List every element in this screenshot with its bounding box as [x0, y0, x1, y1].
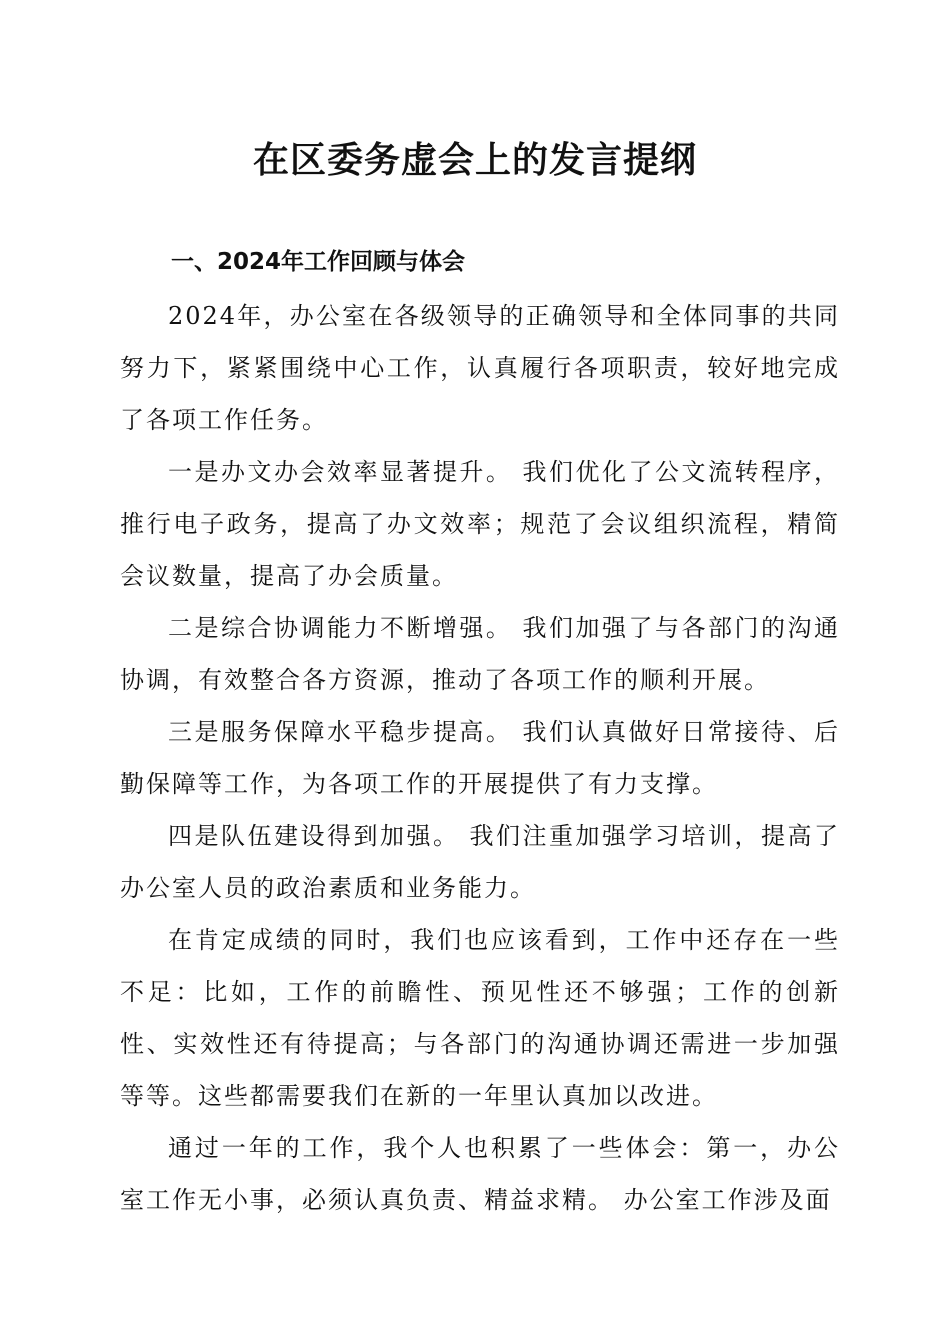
- paragraph-point-3: 三是服务保障水平稳步提高。 我们认真做好日常接待、后勤保障等工作，为各项工作的开展提供了有力支撑。: [120, 718, 840, 798]
- paragraph-point-1: 一是办文办会效率显著提升。 我们优化了公文流转程序，推行电子政务，提高了办文效率；规范了会议组织流程，精简会议数量，提高了办会质量。: [120, 458, 840, 590]
- paragraph-intro: 2024年，办公室在各级领导的正确领导和全体同事的共同努力下，紧紧围绕中心工作，认真履行各项职责，较好地完成了各项工作任务。: [120, 302, 840, 434]
- paragraph-reflections: 通过一年的工作，我个人也积累了一些体会：第一，办公室工作无小事，必须认真负责、精益求精。 办公室工作涉及面: [120, 1134, 840, 1214]
- paragraph-point-4: 四是队伍建设得到加强。 我们注重加强学习培训，提高了办公室人员的政治素质和业务能力。: [120, 822, 840, 902]
- paragraph-point-2: 二是综合协调能力不断增强。 我们加强了与各部门的沟通协调，有效整合各方资源，推动了各项工作的顺利开展。: [120, 614, 840, 694]
- paragraph-shortcomings: 在肯定成绩的同时，我们也应该看到，工作中还存在一些不足：比如，工作的前瞻性、预见性还不够强；工作的创新性、实效性还有待提高；与各部门的沟通协调还需进一步加强等等。这些都需要我们在新的一年里认真加以改进。: [120, 926, 840, 1110]
- section-heading: 一、2024年工作回顾与体会: [171, 249, 466, 275]
- document-body: [120, 290, 840, 1226]
- document-title: 在区委务虚会上的发言提纲: [252, 139, 697, 181]
